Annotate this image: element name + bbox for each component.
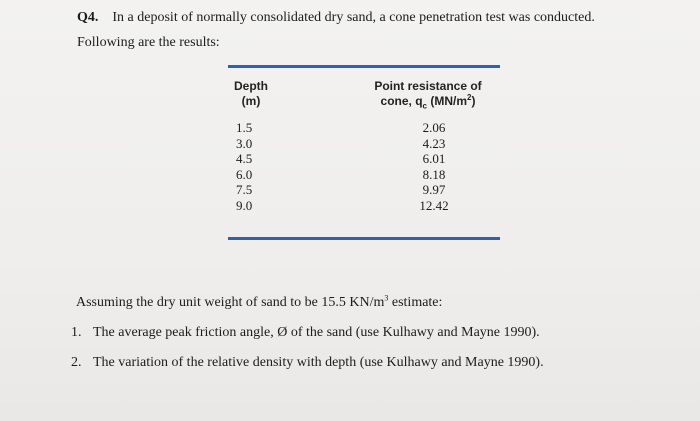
question-number: Q4. xyxy=(77,10,99,25)
header-resistance-exponent: 2 xyxy=(467,93,472,102)
resistance-cell: 9.97 xyxy=(422,182,446,198)
header-depth-unit: (m) xyxy=(241,94,261,108)
table-bottom-rule xyxy=(228,237,500,240)
depth-cell: 3.0 xyxy=(236,135,253,151)
task-text: The variation of the relative density with depth (use Kulhawy and Mayne 1990). xyxy=(93,355,544,370)
resistance-cell: 8.18 xyxy=(422,166,446,182)
resistance-cell: 12.42 xyxy=(419,197,449,213)
task-item-2 xyxy=(71,355,544,371)
question-line-2: Following are the results: xyxy=(77,35,220,50)
task-number: 1. xyxy=(71,325,82,340)
header-depth-label: Depth xyxy=(234,79,268,93)
resistance-cell: 2.06 xyxy=(422,120,446,135)
question-text: In a deposit of normally consolidated dry sand, a cone penetration test was conducted. xyxy=(112,10,595,25)
depth-cell: 1.5 xyxy=(236,120,253,135)
header-resistance-symbol: cone, q xyxy=(380,94,423,108)
header-resistance-close: ) xyxy=(471,94,476,108)
table-top-rule xyxy=(228,65,500,68)
assumption-suffix: estimate: xyxy=(388,295,443,310)
header-resistance xyxy=(362,79,494,109)
assumption-text: Assuming the dry unit weight of sand to be 15.5 KN/m xyxy=(76,295,385,310)
header-resistance-units: (MN/m xyxy=(430,94,468,108)
results-table xyxy=(228,62,500,242)
header-depth xyxy=(228,79,274,109)
task-number: 2. xyxy=(71,355,82,370)
depth-cell: 4.5 xyxy=(236,151,253,167)
header-resistance-unit xyxy=(362,94,494,109)
assumption-exponent: 3 xyxy=(384,293,389,303)
depth-cell: 9.0 xyxy=(236,197,253,213)
assumption-paragraph xyxy=(76,295,442,311)
resistance-cell: 6.01 xyxy=(422,151,446,167)
resistance-column xyxy=(408,120,460,214)
task-text: The average peak friction angle, Ø of the sand (use Kulhawy and Mayne 1990). xyxy=(93,325,540,340)
resistance-cell: 4.23 xyxy=(422,135,446,151)
header-resistance-subscript: c xyxy=(422,101,427,111)
depth-cell: 7.5 xyxy=(236,182,253,198)
task-item-1 xyxy=(71,325,540,341)
depth-cell: 6.0 xyxy=(236,166,253,182)
depth-column xyxy=(236,120,252,214)
header-resistance-label: Point resistance of xyxy=(374,79,482,93)
question-line-1 xyxy=(77,10,595,26)
